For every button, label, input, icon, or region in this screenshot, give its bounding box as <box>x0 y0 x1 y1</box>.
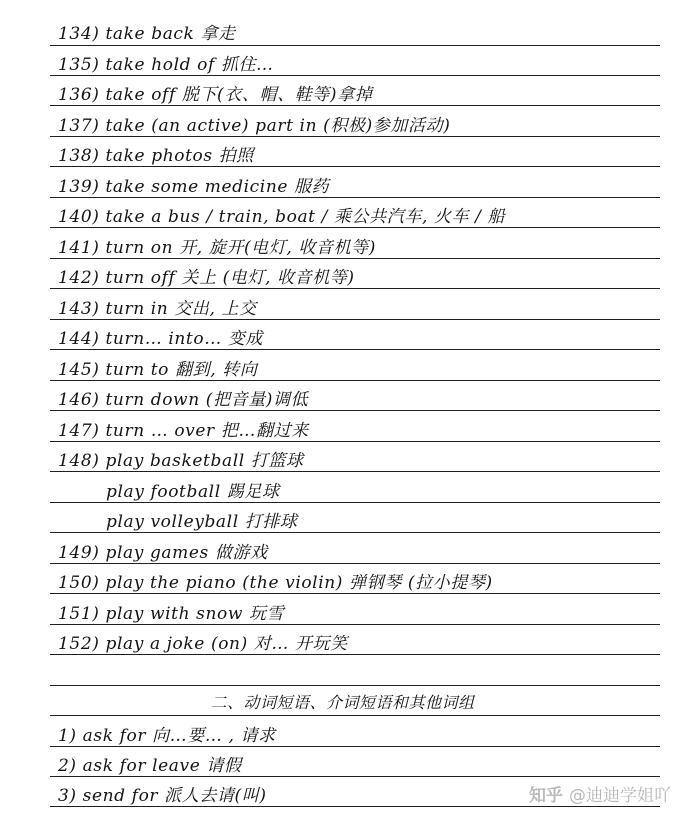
ruled-line <box>50 563 660 564</box>
entry-142: 142) turn off 关上 (电灯, 收音机等) <box>58 268 355 288</box>
entry-139: 139) take some medicine 服药 <box>58 177 330 197</box>
entry-ask-for: 1) ask for 向…要… , 请求 <box>58 726 276 746</box>
entry-140: 140) take a bus / train, boat / 乘公共汽车, 火车 / 船 <box>58 207 506 227</box>
entry-136: 136) take off 脱下(衣、帽、鞋等)拿掉 <box>58 85 373 105</box>
ruled-line <box>50 593 660 594</box>
section-heading: 二、动词短语、介词短语和其他词组 <box>210 693 475 712</box>
ruled-line <box>50 380 660 381</box>
zhihu-logo: 知乎 <box>529 786 563 806</box>
ruled-line <box>50 624 660 625</box>
ruled-line <box>50 806 660 807</box>
entry-145: 145) turn to 翻到, 转向 <box>58 360 258 380</box>
entry-148: 148) play basketball 打篮球 <box>58 451 304 471</box>
entry-144: 144) turn… into… 变成 <box>58 329 263 349</box>
ruled-line <box>50 715 660 716</box>
entry-148-football: play football 踢足球 <box>106 482 280 502</box>
ruled-line <box>50 288 660 289</box>
watermark-handle: @迪迪学姐吖 <box>569 786 671 806</box>
entry-141: 141) turn on 开, 旋开(电灯, 收音机等) <box>58 238 377 258</box>
ruled-line <box>50 258 660 259</box>
zhihu-watermark <box>529 781 671 806</box>
entry-147: 147) turn … over 把…翻过来 <box>58 421 309 441</box>
entry-151: 151) play with snow 玩雪 <box>58 604 285 624</box>
entry-148-volleyball: play volleyball 打排球 <box>106 512 298 532</box>
ruled-line <box>50 197 660 198</box>
entry-143: 143) turn in 交出, 上交 <box>58 299 257 319</box>
entry-149: 149) play games 做游戏 <box>58 543 268 563</box>
ruled-line <box>50 105 660 106</box>
ruled-line <box>50 227 660 228</box>
ruled-line <box>50 776 660 777</box>
entry-146: 146) turn down (把音量)调低 <box>58 390 309 410</box>
ruled-line <box>50 532 660 533</box>
entry-138: 138) take photos 拍照 <box>58 146 254 166</box>
ruled-line <box>50 319 660 320</box>
entry-137: 137) take (an active) part in (积极)参加活动) <box>58 116 451 136</box>
ruled-line <box>50 441 660 442</box>
ruled-line <box>50 471 660 472</box>
ruled-line <box>50 45 660 46</box>
ruled-line <box>50 654 660 655</box>
ruled-line <box>50 349 660 350</box>
ruled-line <box>50 410 660 411</box>
ruled-line <box>50 685 660 686</box>
entry-ask-for-leave: 2) ask for leave 请假 <box>58 756 242 776</box>
entry-134: 134) take back 拿走 <box>58 24 236 44</box>
entry-send-for: 3) send for 派人去请(叫) <box>58 786 267 806</box>
entry-152: 152) play a joke (on) 对… 开玩笑 <box>58 634 348 654</box>
entry-150: 150) play the piano (the violin) 弹钢琴 (拉小提琴) <box>58 573 493 593</box>
ruled-line <box>50 746 660 747</box>
ruled-line <box>50 75 660 76</box>
entry-135: 135) take hold of 抓住… <box>58 55 274 75</box>
ruled-line <box>50 502 660 503</box>
ruled-line <box>50 166 660 167</box>
ruled-line <box>50 136 660 137</box>
